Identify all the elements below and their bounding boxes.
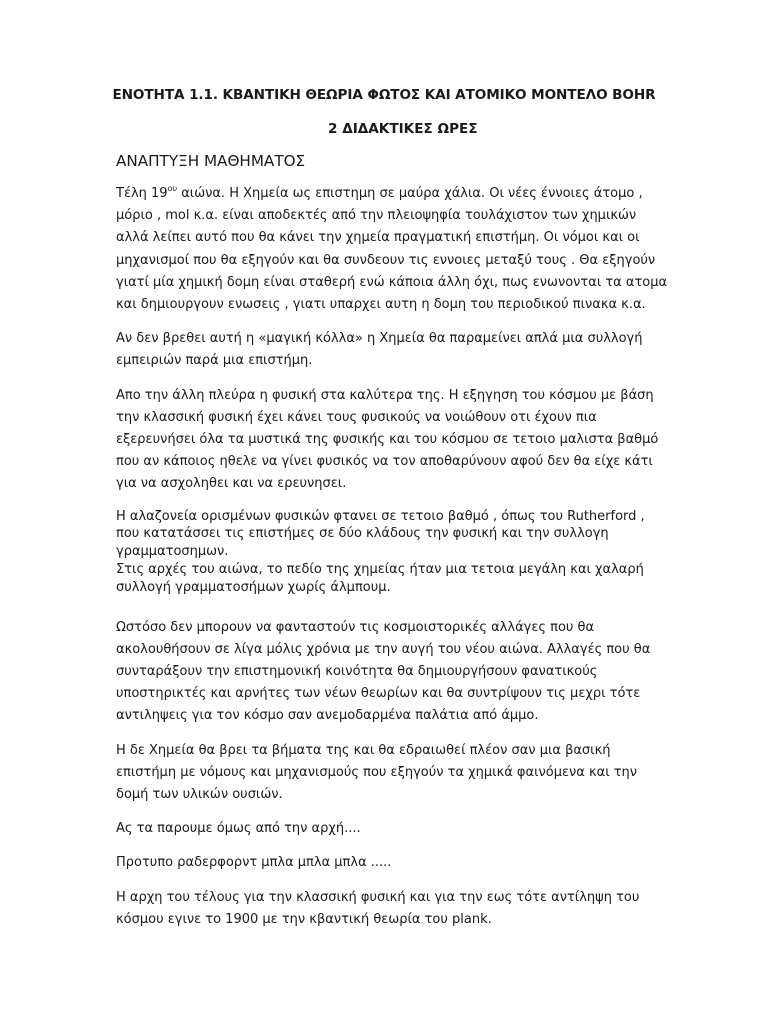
paragraph-line: εξερευνήσει όλα τα μυστικά της φυσικής και του κόσμου σε τετοιο μαλιστα βαθμό — [116, 432, 659, 448]
paragraph-line: για να ασχοληθει και να ερευνησει. — [116, 476, 347, 492]
paragraph-line: Η αρχη του τέλους για την κλασσική φυσική και για την εως τότε αντίληψη του — [116, 889, 640, 905]
paragraph-2 — [116, 328, 656, 372]
paragraph-line: που αν κάποιος ηθελε να γίνει φυσικός να τον αποθαρύνουν αφού δεν θα είχε κάτι — [116, 454, 653, 470]
paragraph-line: συλλογή γραμματοσήμων χωρίς άλμπουμ. — [116, 579, 391, 595]
text-fragment: αιώνα. Η Χημεία ως επιστημη σε μαύρα χάλια. Οι νέες έννοιες άτομο , — [177, 186, 643, 201]
paragraph-line: αλλά λείπει αυτό που θα κάνει την χημεία πραγματική επιστήμη. Οι νόμοι και οι — [116, 230, 640, 246]
paragraph-line: Προτυπο ραδερφορντ μπλα μπλα μπλα ..... — [116, 855, 392, 871]
paragraph-line: μηχανισμοί που θα εξηγούν και θα συνδεουν τις εννοιες μεταξύ τους . Θα εξηγούν — [116, 252, 656, 268]
paragraph-8 — [116, 852, 656, 874]
paragraph-line: συνταράξουν την επιστημονική κοινότητα θα δημιουργήσουν φανατικούς — [116, 664, 598, 680]
paragraph-line: Ωστόσο δεν μπορουν να φανταστούν τις κοσμοιστορικές αλλάγες που θα — [116, 619, 595, 635]
paragraph-line: γραμματοσημων. — [116, 544, 229, 560]
paragraph-line: Η αλαζονεία ορισμένων φυσικών φτανει σε τετοιο βαθμό , όπως του Rutherford , — [116, 508, 645, 524]
paragraph-line — [116, 183, 656, 205]
paragraph-line: ακολουθήσουν σε λίγα μόλις χρόνια με την αυγή του νέου αιώνα. Αλλαγές που θα — [116, 641, 651, 657]
paragraph-line: κόσμου εγινε το 1900 με την κβαντική θεωρία του plank. — [116, 911, 492, 927]
paragraph-line: εμπειριών παρά μια επιστήμη. — [116, 353, 313, 369]
text-fragment: Τέλη 19 — [116, 186, 168, 201]
paragraph-line: Απο την άλλη πλεύρα η φυσική στα καλύτερα της. Η εξηγηση του κόσμου με βάση — [116, 387, 654, 403]
paragraph-line: και δημιουργουν ενωσεις , γιατι υπαρχει αυτη η δομη του περιοδικού πινακα κ.α. — [116, 297, 646, 313]
paragraph-9 — [116, 887, 656, 931]
paragraph-6 — [116, 740, 656, 807]
paragraph-line: Ας τα παρουμε όμως από την αρχή.... — [116, 821, 361, 837]
superscript: ου — [167, 184, 178, 193]
paragraph-line: Αν δεν βρεθει αυτή η «μαγική κόλλα» η Χημεία θα παραμείνει απλά μια συλλογή — [116, 331, 643, 347]
paragraph-line: επιστήμη με νόμους και μηχανισμούς που εξηγούν τα χημικά φαινόμενα και την — [116, 764, 638, 780]
document-subtitle: 2 ΔΙΔΑΚΤΙΚΕΣ ΩΡΕΣ — [328, 121, 478, 137]
paragraph-line: Στις αρχές του αιώνα, το πεδίο της χημείας ήταν μια τετοια μεγάλη και χαλαρή — [116, 562, 644, 578]
paragraph-line: Η δε Χημεία θα βρει τα βήματα της και θα εδραιωθεί πλέον σαν μια βασική — [116, 742, 611, 758]
paragraph-line: αντιληψεις για τον κόσμο σαν ανεμοδαρμένα παλάτια από άμμο. — [116, 708, 539, 724]
paragraph-line: δομή των υλικών ουσιών. — [116, 787, 283, 803]
paragraph-line: γιατί μία χημική δομη είναι σταθερή ενώ κάποια άλλη όχι, πως ενωνονται τα ατομα — [116, 274, 668, 290]
paragraph-7 — [116, 818, 656, 840]
paragraph-line: υποστηρικτές και αρνήτες των νέων θεωρίων και θα συντρίψουν τις μεχρι τότε — [116, 686, 641, 702]
paragraph-5 — [116, 617, 656, 728]
document-title: ΕΝΟΤΗΤΑ 1.1. ΚΒΑΝΤΙΚΗ ΘΕΩΡΙΑ ΦΩΤΟΣ ΚΑΙ ΑΤΟΜΙΚΟ ΜΟΝΤΕΛΟ BOHR — [112, 87, 656, 103]
section-heading: ΑΝΑΠΤΥΞΗ ΜΑΘΗΜΑΤΟΣ — [116, 152, 306, 170]
paragraph-line: την κλασσική φυσική έχει κάνει τους φυσικούς να νοιώθουν οτι έχουν πια — [116, 409, 597, 425]
paragraph-1 — [116, 183, 668, 316]
paragraph-4 — [116, 508, 656, 597]
paragraph-line: που κατατάσσει τις επιστήμες σε δύο κλάδους την φυσική και την συλλογη — [116, 526, 609, 542]
document-body — [116, 183, 668, 943]
paragraph-3 — [116, 385, 659, 496]
paragraph-line: μόριο , mol κ.α. είναι αποδεκτές από την πλειοψηφία τουλάχιστον των χημικών — [116, 208, 637, 224]
